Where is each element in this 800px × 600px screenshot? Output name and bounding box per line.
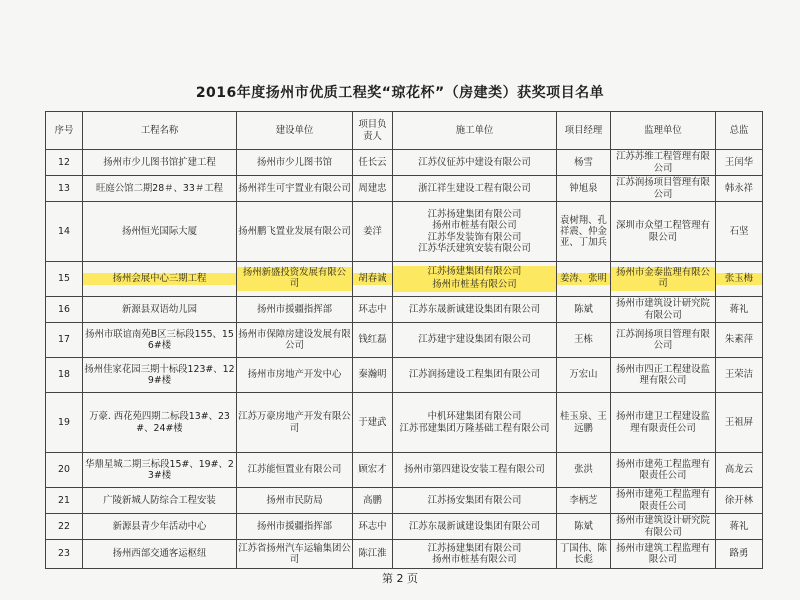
table-cell: [237, 262, 353, 297]
table-cell: 旺庭公馆二期28＃、33＃工程: [83, 176, 237, 202]
highlighted-text: 扬州市金泰监理有限公司: [611, 267, 715, 291]
table-cell: 杨雪: [557, 150, 611, 176]
table-cell: 陈斌: [557, 297, 611, 323]
highlighted-text: 扬州会展中心三期工程: [83, 273, 236, 286]
table-cell: 深圳市众望工程管理有限公司: [611, 202, 716, 262]
table-row: [46, 393, 763, 453]
table-cell: 20: [46, 453, 83, 488]
table-cell: 万宏山: [557, 358, 611, 393]
highlighted-text: 姜涛、张明: [557, 273, 610, 286]
table-header-row: [46, 112, 763, 150]
table-cell: 陈江淮: [353, 540, 393, 569]
table-row-highlighted: [46, 262, 763, 297]
table-cell: 蒋礼: [716, 297, 763, 323]
table-cell: 于建武: [353, 393, 393, 453]
table-cell: 扬州市民防局: [237, 488, 353, 514]
table-cell: 中机环建集团有限公司 江苏邗建集团万隆基础工程有限公司: [393, 393, 557, 453]
table-row: [46, 488, 763, 514]
table-cell: 石坚: [716, 202, 763, 262]
table-cell: 扬州市联谊南苑B区三标段155、156#楼: [83, 323, 237, 358]
table-row: [46, 514, 763, 540]
header-cell: 序号: [46, 112, 83, 150]
table-cell: 19: [46, 393, 83, 453]
table-cell: 王栋: [557, 323, 611, 358]
table-cell: 扬州市建苑工程监理有限责任公司: [611, 453, 716, 488]
table-cell: 王祖屏: [716, 393, 763, 453]
table-cell: 23: [46, 540, 83, 569]
highlighted-text: 江苏扬建集团有限公司: [393, 266, 556, 279]
table-cell: 21: [46, 488, 83, 514]
table-row: [46, 202, 763, 262]
table-cell: [83, 262, 237, 297]
table-cell: 江苏东晟新诚建设集团有限公司: [393, 297, 557, 323]
table-row: [46, 297, 763, 323]
table-cell: 江苏扬建集团有限公司 扬州市桩基有限公司 江苏华发装饰有限公司 江苏华沃建筑安装有限公司: [393, 202, 557, 262]
header-cell: 建设单位: [237, 112, 353, 150]
table-cell: 丁国伟、陈长彪: [557, 540, 611, 569]
table-cell: 王闰华: [716, 150, 763, 176]
table-cell: 江苏扬安集团有限公司: [393, 488, 557, 514]
table-cell: 扬州鹏飞置业发展有限公司: [237, 202, 353, 262]
table-cell: 22: [46, 514, 83, 540]
table-cell: 扬州市建苑工程监理有限责任公司: [611, 488, 716, 514]
table-cell: 扬州祥生可宇置业有限公司: [237, 176, 353, 202]
table-cell: 钱红磊: [353, 323, 393, 358]
table-cell: 环志中: [353, 297, 393, 323]
header-cell: 项目经理: [557, 112, 611, 150]
table-cell: 秦瀚明: [353, 358, 393, 393]
table-cell: 徐开林: [716, 488, 763, 514]
table-cell: 江苏润扬项目管理有限公司: [611, 323, 716, 358]
table-row: [46, 540, 763, 569]
table-cell: 扬州西部交通客运枢纽: [83, 540, 237, 569]
table-cell: 高龙云: [716, 453, 763, 488]
table-cell: 朱素萍: [716, 323, 763, 358]
table-cell: 扬州市建筑设计研究院有限公司: [611, 514, 716, 540]
table-cell: 王荣洁: [716, 358, 763, 393]
table-cell: 高鹏: [353, 488, 393, 514]
highlighted-text: 张玉梅: [716, 273, 762, 286]
table-cell: 环志中: [353, 514, 393, 540]
table-cell: 13: [46, 176, 83, 202]
table-cell: 江苏东晟新诚建设集团有限公司: [393, 514, 557, 540]
table-row: [46, 323, 763, 358]
header-cell: 总监: [716, 112, 763, 150]
highlighted-text: 扬州市桩基有限公司: [393, 279, 556, 292]
table-cell: 钟旭泉: [557, 176, 611, 202]
table-row: [46, 176, 763, 202]
table-cell: 扬州市援疆指挥部: [237, 514, 353, 540]
table-cell: 扬州市房地产开发中心: [237, 358, 353, 393]
header-cell: 项目负责人: [353, 112, 393, 150]
table-cell: 江苏仪征苏中建设有限公司: [393, 150, 557, 176]
table-cell: [557, 262, 611, 297]
table-cell: [611, 262, 716, 297]
table-row: [46, 358, 763, 393]
table-cell: 江苏省扬州汽车运输集团公司: [237, 540, 353, 569]
table-cell: [393, 262, 557, 297]
table-cell: 姜洋: [353, 202, 393, 262]
table-row: [46, 150, 763, 176]
header-cell: 工程名称: [83, 112, 237, 150]
table-cell: 江苏扬建集团有限公司 扬州市桩基有限公司: [393, 540, 557, 569]
highlighted-text: 胡春诚: [353, 273, 392, 286]
highlighted-text: 扬州新盛投资发展有限公司: [237, 267, 352, 291]
table-cell: 广陵新城人防综合工程安装: [83, 488, 237, 514]
table-cell: 12: [46, 150, 83, 176]
table-cell: 扬州市少儿图书馆扩建工程: [83, 150, 237, 176]
table-cell: 扬州市建筑工程监理有限公司: [611, 540, 716, 569]
table-cell: 18: [46, 358, 83, 393]
table-cell: 张洪: [557, 453, 611, 488]
table-cell: 扬州市建卫工程建设监理有限责任公司: [611, 393, 716, 453]
table-cell: 江苏润扬项目管理有限公司: [611, 176, 716, 202]
table-cell: 李柄芝: [557, 488, 611, 514]
table-cell: 桂玉泉、王远鹏: [557, 393, 611, 453]
table-cell: 15: [46, 262, 83, 297]
table-cell: 新源县青少年活动中心: [83, 514, 237, 540]
award-table: [45, 111, 763, 569]
table-cell: 袁树翔、孔祥震、仲金亚、丁加兵: [557, 202, 611, 262]
table-cell: 扬州市援疆指挥部: [237, 297, 353, 323]
table-cell: 顾宏才: [353, 453, 393, 488]
table-cell: 扬州市第四建设安装工程有限公司: [393, 453, 557, 488]
page-number: 第 2 页: [382, 572, 418, 585]
table-cell: 任长云: [353, 150, 393, 176]
header-cell: 施工单位: [393, 112, 557, 150]
table-cell: 扬州市少儿图书馆: [237, 150, 353, 176]
table-cell: 路勇: [716, 540, 763, 569]
table-cell: 扬州市保障房建设发展有限公司: [237, 323, 353, 358]
table-cell: 周建忠: [353, 176, 393, 202]
table-cell: 韩永祥: [716, 176, 763, 202]
table-cell: 14: [46, 202, 83, 262]
table-cell: 浙江祥生建设工程有限公司: [393, 176, 557, 202]
page-title: 2016年度扬州市优质工程奖“琼花杯”（房建类）获奖项目名单: [195, 85, 605, 101]
table-cell: 16: [46, 297, 83, 323]
table-body: [46, 150, 763, 569]
table-cell: 江苏润扬建设工程集团有限公司: [393, 358, 557, 393]
table-cell: [716, 262, 763, 297]
header-cell: 监理单位: [611, 112, 716, 150]
table-cell: [353, 262, 393, 297]
table-cell: 新源县双语幼儿园: [83, 297, 237, 323]
table-cell: 江苏建宇建设集团有限公司: [393, 323, 557, 358]
table-cell: 万豪. 西花苑四期二标段13#、23#、24#楼: [83, 393, 237, 453]
table-row: [46, 453, 763, 488]
table-cell: 扬州市建筑设计研究院有限公司: [611, 297, 716, 323]
table-cell: 扬州佳家花园三期十标段123#、129#楼: [83, 358, 237, 393]
table-cell: 扬州恒光国际大厦: [83, 202, 237, 262]
table-cell: 17: [46, 323, 83, 358]
table-cell: 江苏能恒置业有限公司: [237, 453, 353, 488]
table-cell: 扬州市四正工程建设监理有限公司: [611, 358, 716, 393]
table-cell: 江苏万豪房地产开发有限公司: [237, 393, 353, 453]
table-cell: 陈斌: [557, 514, 611, 540]
table-cell: 华鼎星城二期三标段15#、19#、23#楼: [83, 453, 237, 488]
table-cell: 江苏苏维工程管理有限公司: [611, 150, 716, 176]
table-cell: 蒋礼: [716, 514, 763, 540]
